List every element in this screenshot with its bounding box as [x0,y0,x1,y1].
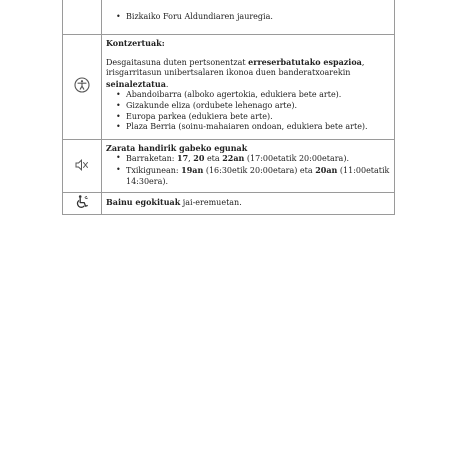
list-item: • Txikigunean: 19an (16:30etik 20:00etara) eta 20an (11:00etatik 14:30era). [126,165,390,187]
list-item: • Barraketan: 17, 20 eta 22an (17:00etatik 20:00etara). [126,153,390,165]
table-row [63,0,395,35]
list-item: • Bizkaiko Foru Aldundiaren jauregia. [126,12,390,23]
icon-cell [63,139,102,192]
bullet-list [106,90,390,132]
text-cell [102,193,395,215]
table-row [63,35,395,140]
list-item: • Plaza Berria (soinu-mahaiaren ondoan, edukiera bete arte). [126,122,390,133]
adapted-toilets-text: Bainu egokituak jai-eremuetan. [106,197,242,208]
bullet-list [106,12,390,23]
text-cell [102,139,395,192]
wheelchair-icon [75,195,89,209]
accessibility-info-table [62,0,395,215]
bullet-list [106,153,390,187]
list-item: • Abandoibarra (alboko agertokia, edukiera bete arte). [126,90,390,101]
list-item: • Gizakunde eliza (ordubete lehenago arte). [126,101,390,112]
table-row [63,193,395,215]
icon-cell [63,35,102,140]
text-cell [102,0,395,35]
icon-cell [63,193,102,215]
section-title: Zarata handirik gabeko egunak [106,142,248,153]
muted-speaker-icon [75,159,89,171]
section-title: Kontzertuak: [106,38,165,48]
intro-paragraph: Desgaitasuna duten pertsonentzat erreserbatutako espazioa, irisgarritasun unibertsalaren ikonoa duen banderatxoarekin seinaleztatua. [106,56,365,89]
list-item: • Europa parkea (edukiera bete arte). [126,112,390,123]
text-cell [102,35,395,140]
icon-cell [63,0,102,35]
universal-accessibility-icon [74,77,90,93]
table-row [63,139,395,192]
